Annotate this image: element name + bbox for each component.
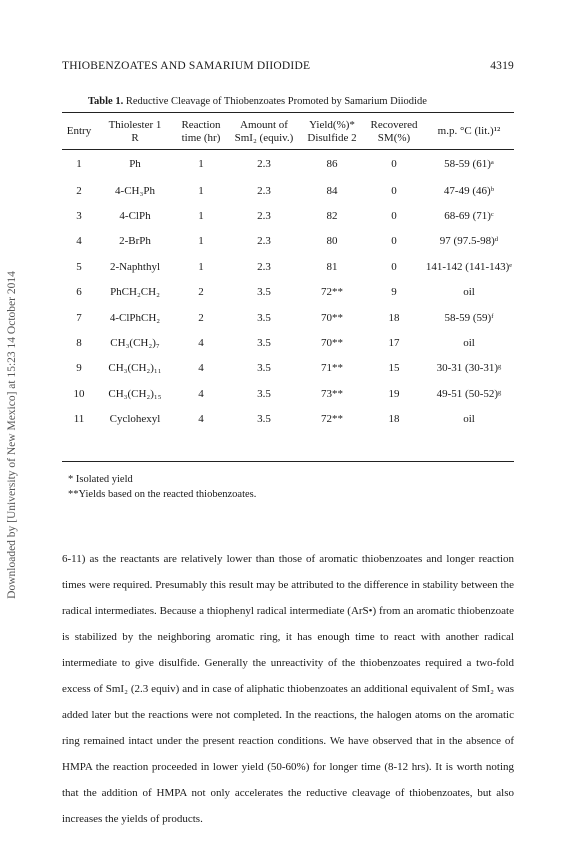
- cell-entry: 9: [76, 362, 82, 375]
- cell-r: Ph: [129, 157, 141, 170]
- cell-r: 4-CH₃Ph: [115, 184, 155, 197]
- cell-sm: 0: [391, 210, 397, 223]
- table-footnotes: [68, 472, 256, 502]
- cell-mp: 49-51 (50-52)ᵍ: [436, 387, 502, 400]
- table-row: [62, 178, 514, 203]
- header-mp: m.p. °C (lit.)¹²: [437, 125, 501, 138]
- cell-time: 1: [198, 260, 204, 273]
- footnote-yields-basis: **Yields based on the reacted thiobenzoates.: [68, 489, 257, 500]
- cell-mp: oil: [463, 413, 475, 426]
- cell-smi2: 3.5: [257, 413, 271, 426]
- table-caption: [88, 96, 427, 107]
- cell-sm: 15: [388, 362, 400, 375]
- table-row: [62, 305, 514, 330]
- cell-yield: 84: [326, 184, 338, 197]
- cell-entry: 3: [76, 210, 82, 223]
- cell-smi2: 3.5: [257, 387, 271, 400]
- cell-r: 4-ClPhCH₂: [109, 311, 161, 324]
- table-top-rule: [62, 112, 514, 113]
- cell-mp: 68-69 (71)ᶜ: [444, 210, 494, 223]
- cell-smi2: 2.3: [257, 260, 271, 273]
- table-row: [62, 149, 514, 178]
- cell-r: CH₃(CH₂)₁₁: [108, 362, 162, 375]
- table-header-row: [62, 114, 514, 149]
- table-caption-text: Reductive Cleavage of Thiobenzoates Promoted by Samarium Diiodide: [125, 96, 427, 107]
- cell-smi2: 3.5: [257, 311, 271, 324]
- cell-mp: 30-31 (30-31)ᵍ: [436, 362, 502, 375]
- cell-sm: 9: [391, 286, 397, 299]
- cell-smi2: 2.3: [257, 235, 271, 248]
- cell-time: 1: [198, 235, 204, 248]
- cell-mp: 141-142 (141-143)ᵉ: [425, 260, 513, 273]
- cell-sm: 0: [391, 235, 397, 248]
- cell-smi2: 2.3: [257, 210, 271, 223]
- cell-entry: 6: [76, 286, 82, 299]
- header-reaction-time: Reaction time (hr): [181, 118, 221, 144]
- cell-smi2: 3.5: [257, 286, 271, 299]
- cell-mp: oil: [463, 337, 475, 350]
- cell-sm: 0: [391, 184, 397, 197]
- cell-time: 2: [198, 286, 204, 299]
- cell-yield: 82: [326, 210, 338, 223]
- cell-r: PhCH₂CH₂: [110, 286, 160, 299]
- cell-r: 2-Naphthyl: [109, 260, 161, 273]
- cell-mp: 47-49 (46)ᵇ: [443, 184, 495, 197]
- header-amount-smi2: Amount of SmI₂ (equiv.): [234, 118, 294, 144]
- cell-mp: 58-59 (61)ᵃ: [444, 157, 494, 170]
- cell-entry: 5: [76, 260, 82, 273]
- cell-sm: 19: [388, 387, 400, 400]
- table-row: [62, 229, 514, 254]
- cell-mp: 97 (97.5-98)ᵈ: [439, 235, 499, 248]
- cell-yield: 81: [326, 260, 338, 273]
- footnote-isolated-yield: * Isolated yield: [68, 474, 133, 485]
- cell-entry: 8: [76, 337, 82, 350]
- cell-yield: 70**: [321, 337, 343, 350]
- page-number: 4319: [490, 60, 514, 72]
- header-thiolester: Thiolester 1 R: [108, 118, 162, 144]
- cell-yield: 71**: [321, 362, 343, 375]
- cell-sm: 17: [388, 337, 400, 350]
- table-bottom-rule: [62, 461, 514, 462]
- cell-time: 4: [198, 362, 204, 375]
- cell-sm: 0: [391, 260, 397, 273]
- cell-yield: 80: [326, 235, 338, 248]
- body-paragraph: 6-11) as the reactants are relatively lower than those of aromatic thiobenzoates and longer reaction times were required. Presumably this result may be attributed to the difference in stability between the radical intermediates. Because a thiophenyl radical intermediate (ArS•) from an aromatic thiobenzoate is stabilized by the neighboring aromatic ring, it has enough time to react with another radical intermediate to give disulfide. Generally the unreactivity of the thiobenzoates required a two-fold excess of SmI₂ (2.3 equiv) and in case of aliphatic thiobenzoates an additional equivalent of SmI₂ was added later but the reactions were not completed. In the reactions, the halogen atoms on the aromatic ring remained intact under the present reaction conditions. We have observed that in the absence of HMPA the reaction proceeded in lower yield (50-60%) for longer time (8-12 hrs). It is worth noting that the addition of HMPA not only accelerates the reductive cleavage of thiobenzoates, but also increases the yields of products.: [62, 553, 514, 825]
- table-row: [62, 407, 514, 432]
- header-yield: Yield(%)* Disulfide 2: [307, 118, 357, 144]
- cell-yield: 70**: [321, 311, 343, 324]
- cell-yield: 72**: [321, 286, 343, 299]
- results-table: [62, 114, 514, 432]
- cell-entry: 2: [76, 184, 82, 197]
- cell-time: 1: [198, 184, 204, 197]
- body-text: [62, 546, 514, 832]
- cell-smi2: 2.3: [257, 157, 271, 170]
- table-caption-label: Table 1.: [88, 96, 124, 107]
- cell-r: Cyclohexyl: [109, 413, 161, 426]
- table-row: [62, 356, 514, 381]
- cell-r: 2-BrPh: [119, 235, 151, 248]
- cell-time: 4: [198, 413, 204, 426]
- table-row: [62, 280, 514, 305]
- table-row: [62, 330, 514, 355]
- table-row: [62, 203, 514, 228]
- cell-time: 1: [198, 157, 204, 170]
- cell-entry: 11: [73, 413, 85, 426]
- cell-sm: 18: [388, 413, 400, 426]
- cell-yield: 86: [326, 157, 338, 170]
- cell-r: CH₃(CH₂)₁₅: [108, 387, 162, 400]
- cell-entry: 7: [76, 311, 82, 324]
- cell-entry: 4: [76, 235, 82, 248]
- cell-yield: 72**: [321, 413, 343, 426]
- cell-entry: 1: [76, 157, 82, 170]
- running-title: THIOBENZOATES AND SAMARIUM DIIODIDE: [62, 60, 311, 72]
- cell-smi2: 2.3: [257, 184, 271, 197]
- cell-time: 4: [198, 387, 204, 400]
- cell-mp: oil: [463, 286, 475, 299]
- cell-smi2: 3.5: [257, 362, 271, 375]
- cell-time: 1: [198, 210, 204, 223]
- cell-yield: 73**: [321, 387, 343, 400]
- cell-sm: 0: [391, 157, 397, 170]
- table-row: [62, 381, 514, 406]
- cell-sm: 18: [388, 311, 400, 324]
- download-sidebar: [0, 0, 24, 864]
- cell-r: CH₃(CH₂)₇: [110, 337, 160, 350]
- cell-mp: 58-59 (59)ᶠ: [444, 311, 494, 324]
- table-row: [62, 254, 514, 279]
- header-entry: Entry: [66, 125, 92, 138]
- cell-time: 4: [198, 337, 204, 350]
- download-notice: Downloaded by [University of New Mexico] at 15:23 14 October 2014: [6, 271, 18, 599]
- header-recovered: Recovered SM(%): [370, 118, 418, 144]
- cell-smi2: 3.5: [257, 337, 271, 350]
- cell-entry: 10: [73, 387, 85, 400]
- cell-time: 2: [198, 311, 204, 324]
- cell-r: 4-ClPh: [119, 210, 151, 223]
